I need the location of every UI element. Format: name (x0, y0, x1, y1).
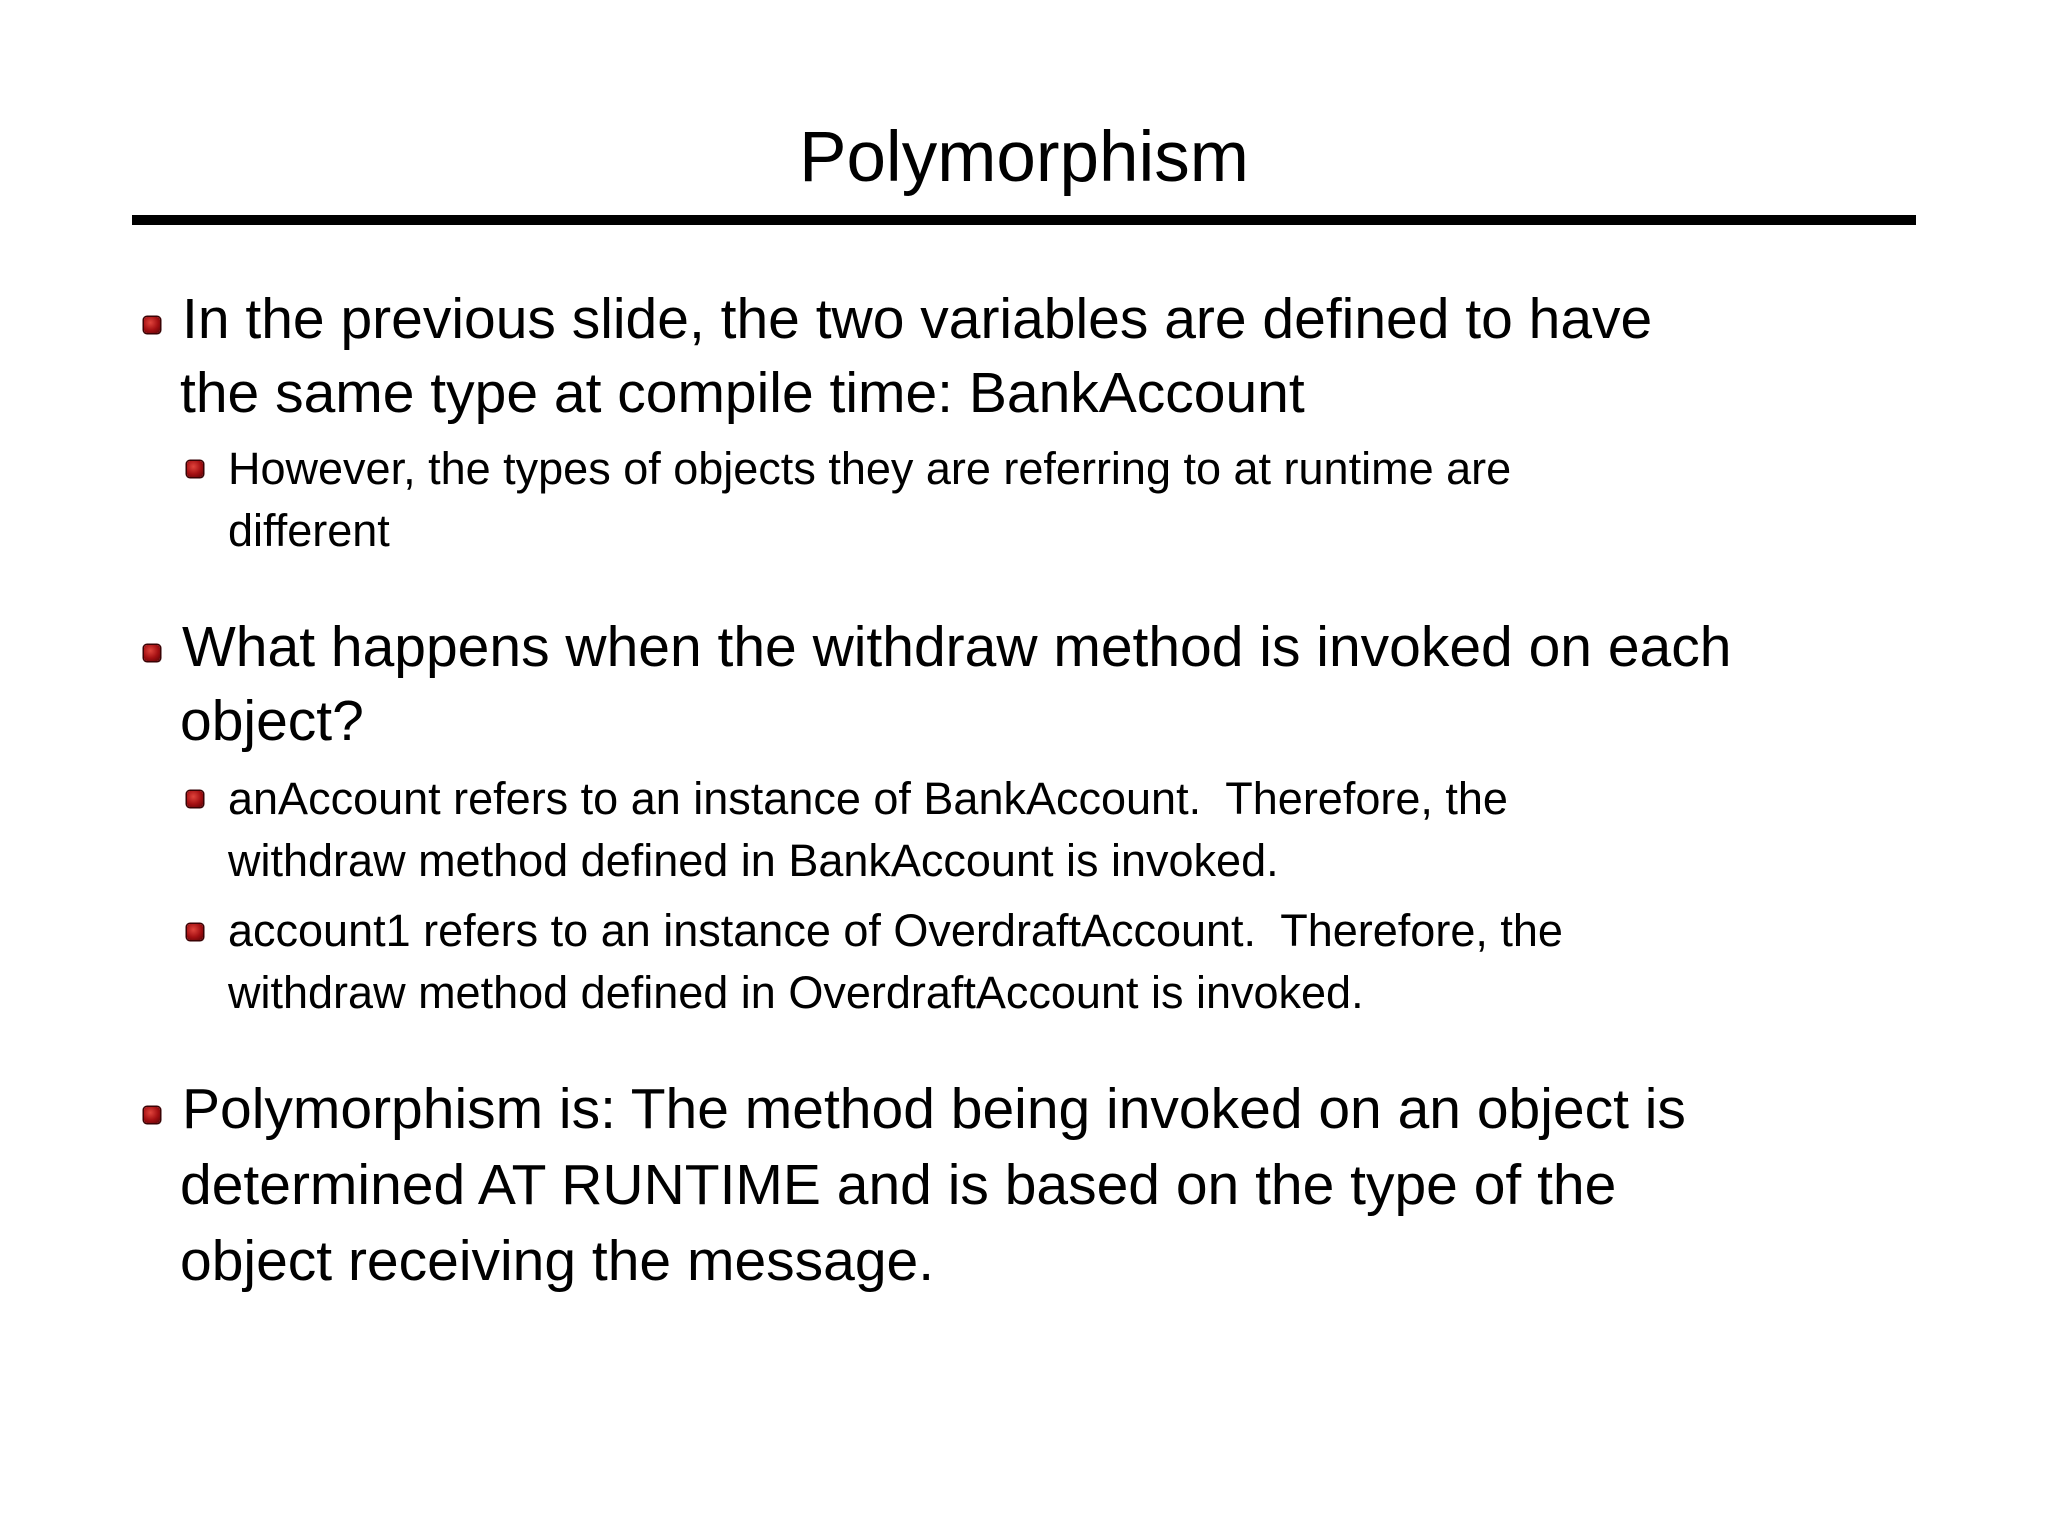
bullet-2-line-2: object? (180, 689, 364, 753)
bullet-3-line-1: Polymorphism is: The method being invoked on an object is (182, 1077, 1686, 1141)
bullet-1-line-1: In the previous slide, the two variables are defined to have (182, 287, 1653, 351)
sub-bullet-1-1-line-2: different (228, 505, 390, 556)
sub-bullet-2-2-line-1: account1 refers to an instance of OverdraftAccount. Therefore, the (228, 905, 1563, 956)
slide-title: Polymorphism (799, 118, 1249, 197)
sub-bullet-2-1-line-2: withdraw method defined in BankAccount is invoked. (228, 835, 1279, 886)
square-bullet-icon (144, 645, 160, 661)
sub-bullet-2-1-line-1: anAccount refers to an instance of BankAccount. Therefore, the (228, 773, 1508, 824)
square-bullet-icon (144, 317, 160, 333)
bullet-2-line-1: What happens when the withdraw method is invoked on each (182, 615, 1732, 679)
square-bullet-icon (187, 791, 203, 807)
bullet-3-line-2: determined AT RUNTIME and is based on the type of the (180, 1153, 1617, 1217)
bullet-3-line-3: object receiving the message. (180, 1229, 935, 1293)
square-bullet-icon (187, 924, 203, 940)
bullet-1-line-2: the same type at compile time: BankAccount (180, 361, 1305, 425)
sub-bullet-1-1-line-1: However, the types of objects they are referring to at runtime are (228, 443, 1512, 494)
square-bullet-icon (144, 1107, 160, 1123)
square-bullet-icon (187, 461, 203, 477)
sub-bullet-2-2-line-2: withdraw method defined in OverdraftAccount is invoked. (228, 967, 1364, 1018)
